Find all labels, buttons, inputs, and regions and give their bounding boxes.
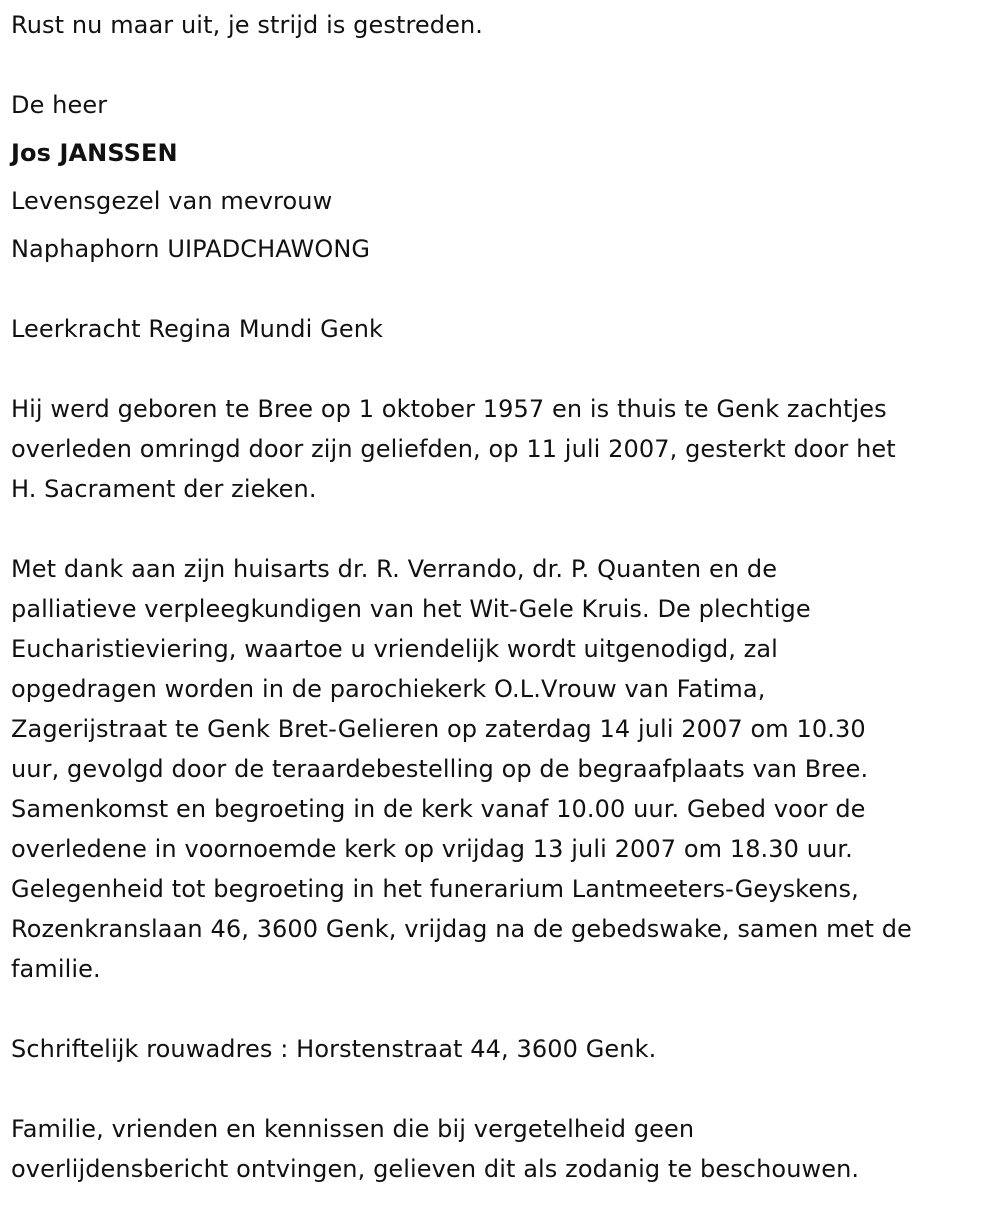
paragraph-line: H. Sacrament der zieken. (11, 475, 317, 503)
paragraph-line: overlijdensbericht ontvingen, gelieven dit als zodanig te beschouwen. (11, 1155, 860, 1183)
mourning-address: Schriftelijk rouwadres : Horstenstraat 44, 3600 Genk. (11, 1035, 657, 1063)
paragraph-line: Samenkomst en begroeting in de kerk vanaf 10.00 uur. Gebed voor de (11, 795, 866, 823)
paragraph-line: Rozenkranslaan 46, 3600 Genk, vrijdag na de gebedswake, samen met de (11, 915, 912, 943)
paragraph-line: Familie, vrienden en kennissen die bij vergetelheid geen (11, 1115, 695, 1143)
paragraph-line: uur, gevolgd door de teraardebestelling op de begraafplaats van Bree. (11, 755, 869, 783)
paragraph-line: Hij werd geboren te Bree op 1 oktober 1957 en is thuis te Genk zachtjes (11, 395, 887, 423)
paragraph-line: palliatieve verpleegkundigen van het Wit-Gele Kruis. De plechtige (11, 595, 811, 623)
partner-name: Naphaphorn UIPADCHAWONG (11, 235, 371, 263)
title-prefix: De heer (11, 91, 108, 119)
paragraph-line: Zagerijstraat te Genk Bret-Gelieren op zaterdag 14 juli 2007 om 10.30 (11, 715, 866, 743)
paragraph-line: Gelegenheid tot begroeting in het funerarium Lantmeeters-Geyskens, (11, 875, 859, 903)
paragraph-line: Eucharistieviering, waartoe u vriendelijk wordt uitgenodigd, zal (11, 635, 778, 663)
deceased-name: Jos JANSSEN (11, 139, 178, 167)
paragraph-line: overledene in voornoemde kerk op vrijdag 13 juli 2007 om 18.30 uur. (11, 835, 853, 863)
paragraph-line: Met dank aan zijn huisarts dr. R. Verrando, dr. P. Quanten en de (11, 555, 778, 583)
occupation: Leerkracht Regina Mundi Genk (11, 315, 384, 343)
paragraph-line: overleden omringd door zijn geliefden, op 11 juli 2007, gesterkt door het (11, 435, 896, 463)
paragraph-line: familie. (11, 955, 101, 983)
paragraph-line: opgedragen worden in de parochiekerk O.L.Vrouw van Fatima, (11, 675, 766, 703)
motto: Rust nu maar uit, je strijd is gestreden. (11, 11, 484, 39)
partner-label: Levensgezel van mevrouw (11, 187, 333, 215)
